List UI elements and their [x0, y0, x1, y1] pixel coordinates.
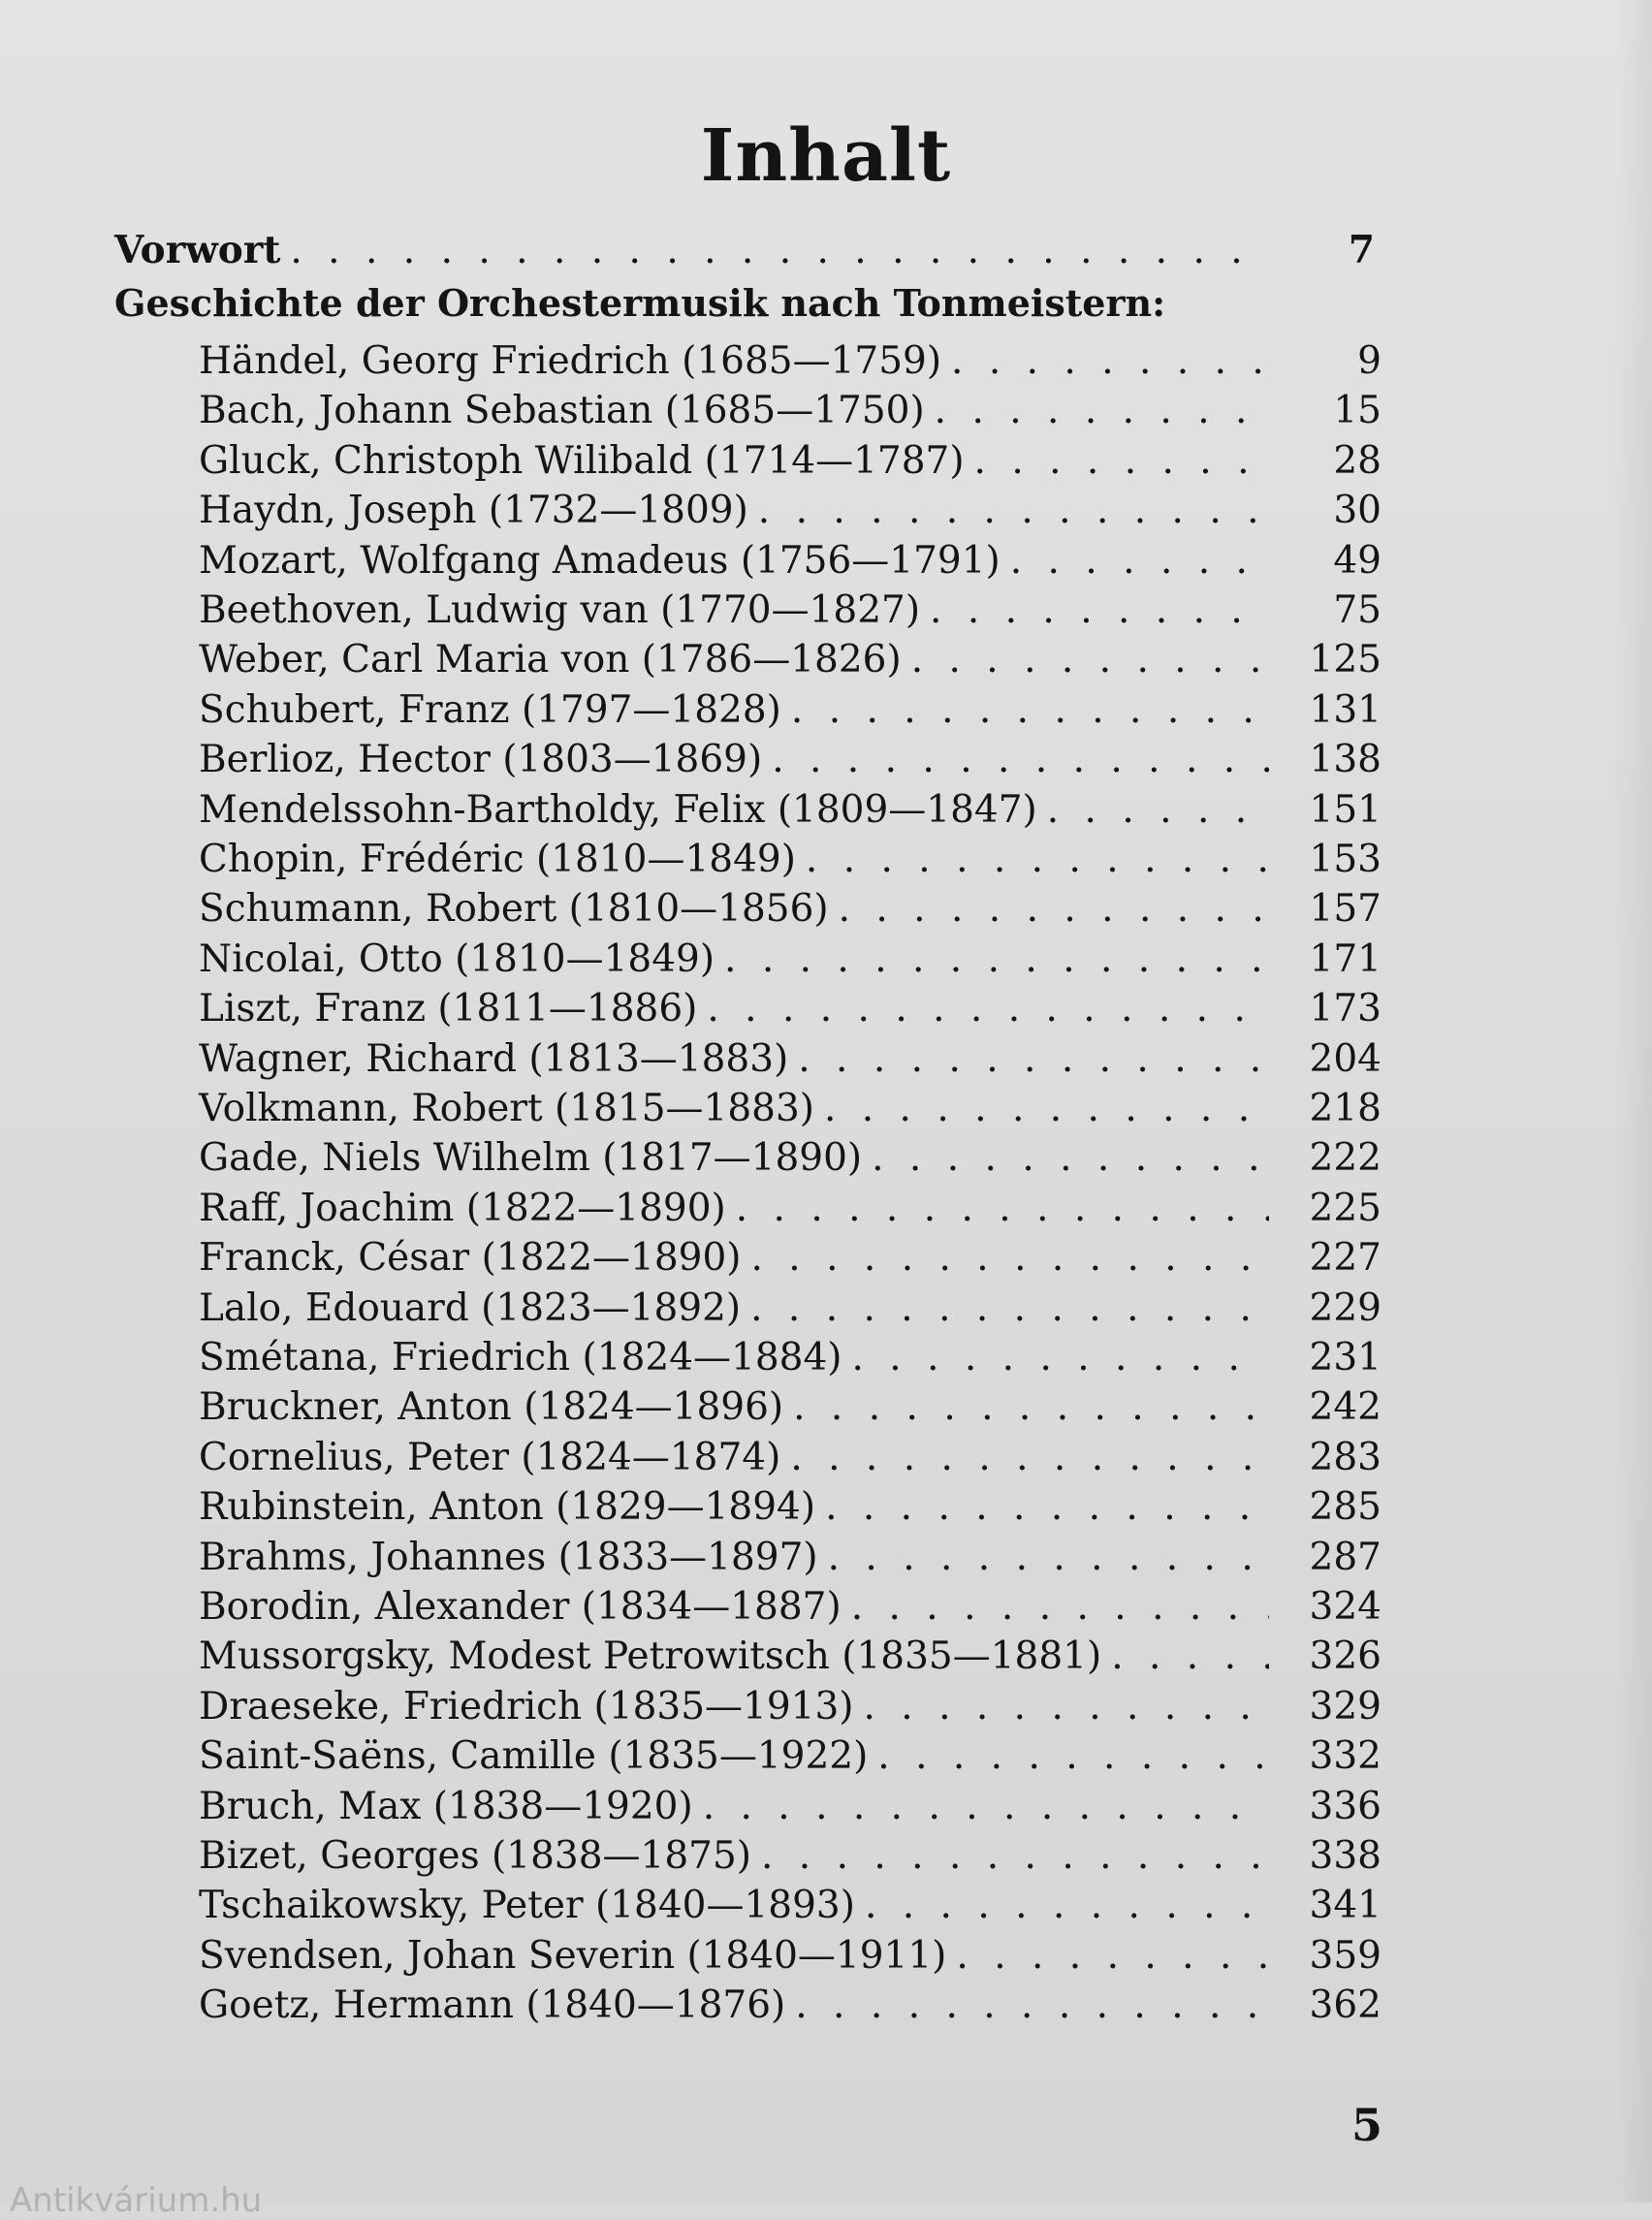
- toc-entry: [199, 1534, 1382, 1582]
- dot-leader: [736, 1185, 1269, 1233]
- toc-page-number: 75: [1333, 588, 1382, 632]
- toc-label: Wagner, Richard (1813—1883): [199, 1037, 789, 1081]
- dot-leader: [806, 836, 1269, 884]
- toc-entry: [199, 686, 1382, 735]
- toc-page-number: 229: [1309, 1286, 1382, 1330]
- dot-leader: [877, 1732, 1269, 1781]
- dot-leader: [865, 1882, 1269, 1930]
- toc-page-number: 242: [1309, 1385, 1382, 1429]
- dot-leader: [956, 1932, 1269, 1981]
- toc-page-number: 218: [1309, 1087, 1382, 1130]
- toc-label: Vorwort: [114, 228, 281, 272]
- dot-leader: [724, 936, 1269, 984]
- toc-label: Schubert, Franz (1797—1828): [199, 688, 781, 732]
- toc-entry: [199, 736, 1382, 784]
- toc-page-number: 329: [1309, 1685, 1382, 1728]
- toc-page-number: 153: [1309, 838, 1382, 881]
- watermark: Antikvárium.hu: [10, 2181, 263, 2220]
- dot-leader: [974, 437, 1269, 486]
- toc-page-number: 283: [1309, 1436, 1382, 1479]
- toc-entry: [199, 1683, 1382, 1731]
- dot-leader: [758, 487, 1269, 535]
- toc-page-number: 131: [1309, 688, 1382, 732]
- toc-label: Volkmann, Robert (1815—1883): [199, 1087, 814, 1130]
- toc-page-number: 338: [1309, 1834, 1382, 1878]
- toc-entry: [199, 1583, 1382, 1632]
- toc-entry: [199, 1134, 1382, 1183]
- page-number: 5: [1350, 2099, 1382, 2151]
- toc-label: Cornelius, Peter (1824—1874): [199, 1436, 781, 1479]
- toc-label: Nicolai, Otto (1810—1849): [199, 937, 715, 981]
- toc-entry: [199, 1334, 1382, 1382]
- dot-leader: [828, 1534, 1269, 1582]
- toc-entry: [199, 1383, 1382, 1432]
- toc-entry: [199, 936, 1382, 984]
- toc-page-number: 225: [1309, 1187, 1382, 1230]
- page-edge-shadow: [1613, 0, 1652, 2203]
- toc-label: Gade, Niels Wilhelm (1817—1890): [199, 1136, 863, 1180]
- toc-page-number: 336: [1309, 1785, 1382, 1828]
- toc-page-number: 231: [1309, 1336, 1382, 1380]
- dot-leader: [791, 686, 1269, 735]
- toc-entry: [199, 1932, 1382, 1981]
- dot-leader: [872, 1134, 1269, 1183]
- toc-entry: [199, 387, 1382, 435]
- toc-page-number: 324: [1309, 1585, 1382, 1629]
- toc-page-number: 222: [1309, 1136, 1382, 1180]
- toc-label: Chopin, Frédéric (1810—1849): [199, 838, 796, 881]
- toc-label: Borodin, Alexander (1834—1887): [199, 1585, 842, 1629]
- dot-leader: [751, 1234, 1269, 1283]
- toc-page-number: 227: [1309, 1236, 1382, 1280]
- toc-label: Haydn, Joseph (1732—1809): [199, 489, 748, 532]
- toc-page-number: 49: [1333, 539, 1382, 583]
- dot-leader: [707, 985, 1269, 1033]
- toc-entry: [199, 437, 1382, 486]
- toc-page-number: 204: [1309, 1037, 1382, 1081]
- page-title: Inhalt: [700, 114, 952, 198]
- toc-label: Beethoven, Ludwig van (1770—1827): [199, 588, 921, 632]
- toc-label: Liszt, Franz (1811—1886): [199, 987, 698, 1031]
- toc-entry: [199, 487, 1382, 535]
- toc-entry: [199, 1882, 1382, 1930]
- toc-entry: [199, 1434, 1382, 1482]
- dot-leader: [798, 1035, 1269, 1084]
- toc-page-number: 157: [1309, 887, 1382, 931]
- toc-entry: [199, 1982, 1382, 2030]
- toc-label: Svendsen, Johan Severin (1840—1911): [199, 1934, 947, 1978]
- toc-page-number: 138: [1309, 738, 1382, 781]
- toc-entry: [199, 1085, 1382, 1133]
- toc-page-number: 341: [1309, 1884, 1382, 1927]
- toc-label: Bizet, Georges (1838—1875): [199, 1834, 751, 1878]
- toc-entry: [199, 537, 1382, 586]
- toc-page-number: 28: [1333, 439, 1382, 483]
- toc-label: Weber, Carl Maria von (1786—1826): [199, 638, 902, 682]
- dot-leader: [930, 587, 1269, 635]
- dot-leader: [1047, 786, 1269, 835]
- toc-page-number: 171: [1309, 937, 1382, 981]
- toc-entry: [199, 636, 1382, 684]
- toc-page-number: 285: [1309, 1485, 1382, 1529]
- dot-leader: [825, 1483, 1269, 1532]
- toc-label: Goetz, Hermann (1840—1876): [199, 1983, 786, 2027]
- toc-page-number: 15: [1333, 389, 1382, 432]
- toc-page-number: 9: [1357, 339, 1382, 383]
- toc-entry: [199, 1483, 1382, 1532]
- toc-page-number: 7: [1348, 228, 1375, 272]
- toc-entry: [199, 1185, 1382, 1233]
- toc-page-number: 326: [1309, 1634, 1382, 1678]
- toc-label: Franck, César (1822—1890): [199, 1236, 742, 1280]
- toc-entry: [199, 1732, 1382, 1781]
- dot-leader: [851, 1583, 1269, 1632]
- toc-entry: [199, 1284, 1382, 1333]
- dot-leader: [863, 1683, 1269, 1731]
- toc-row-vorwort: [114, 226, 1375, 275]
- toc-entry: [199, 1633, 1382, 1681]
- toc-entry: [199, 1783, 1382, 1831]
- dot-leader: [951, 337, 1269, 386]
- toc-label: Berlioz, Hector (1803—1869): [199, 738, 763, 781]
- toc-label: Mendelssohn-Bartholdy, Felix (1809—1847): [199, 788, 1037, 832]
- toc-entry: [199, 985, 1382, 1033]
- toc-label: Händel, Georg Friedrich (1685—1759): [199, 339, 942, 383]
- toc-entry: [199, 1832, 1382, 1881]
- toc-label: Bruckner, Anton (1824—1896): [199, 1385, 784, 1429]
- toc-label: Raff, Joachim (1822—1890): [199, 1187, 726, 1230]
- dot-leader: [824, 1085, 1269, 1133]
- dot-leader: [772, 736, 1269, 784]
- toc-label: Bach, Johann Sebastian (1685—1750): [199, 389, 925, 432]
- toc-entry: [199, 337, 1382, 386]
- toc-label: Tschaikowsky, Peter (1840—1893): [199, 1884, 855, 1927]
- toc-page-number: 125: [1309, 638, 1382, 682]
- toc-label: Smétana, Friedrich (1824—1884): [199, 1336, 842, 1380]
- section-heading: Geschichte der Orchestermusik nach Tonmeistern:: [114, 281, 1166, 325]
- dot-leader: [911, 636, 1269, 684]
- toc-page-number: 151: [1309, 788, 1382, 832]
- toc-entry: [199, 885, 1382, 934]
- toc-label: Draeseke, Friedrich (1835—1913): [199, 1685, 854, 1728]
- dot-leader: [935, 387, 1269, 435]
- toc-label: Saint-Saëns, Camille (1835—1922): [199, 1734, 869, 1778]
- toc-entry: [199, 1234, 1382, 1283]
- toc-label: Brahms, Johannes (1833—1897): [199, 1536, 818, 1579]
- toc-page-number: 362: [1309, 1983, 1382, 2027]
- toc-label: Mozart, Wolfgang Amadeus (1756—1791): [199, 539, 1001, 583]
- dot-leader: [703, 1783, 1269, 1831]
- dot-leader: [839, 885, 1269, 934]
- dot-leader: [795, 1982, 1269, 2030]
- toc-label: Schumann, Robert (1810—1856): [199, 887, 829, 931]
- toc-entry: [199, 836, 1382, 884]
- dot-leader: [1111, 1633, 1269, 1681]
- toc-entry: [199, 786, 1382, 835]
- toc-label: Gluck, Christoph Wilibald (1714—1787): [199, 439, 965, 483]
- toc-page-number: 332: [1309, 1734, 1382, 1778]
- toc-page-number: 30: [1333, 489, 1382, 532]
- toc-entry: [199, 587, 1382, 635]
- toc-entry: [199, 1035, 1382, 1084]
- toc-label: Bruch, Max (1838—1920): [199, 1785, 693, 1828]
- dot-leader: [1010, 537, 1269, 586]
- toc-page-number: 287: [1309, 1536, 1382, 1579]
- toc-page-number: 173: [1309, 987, 1382, 1031]
- dot-leader: [790, 1434, 1269, 1482]
- toc-label: Rubinstein, Anton (1829—1894): [199, 1485, 816, 1529]
- dot-leader: [761, 1832, 1269, 1881]
- dot-leader: [793, 1383, 1269, 1432]
- toc-label: Mussorgsky, Modest Petrowitsch (1835—1881): [199, 1634, 1102, 1678]
- dot-leader: [852, 1334, 1270, 1382]
- dot-leader: [290, 227, 1262, 275]
- toc-label: Lalo, Edouard (1823—1892): [199, 1286, 742, 1330]
- toc-page-number: 359: [1309, 1934, 1382, 1978]
- dot-leader: [750, 1284, 1269, 1333]
